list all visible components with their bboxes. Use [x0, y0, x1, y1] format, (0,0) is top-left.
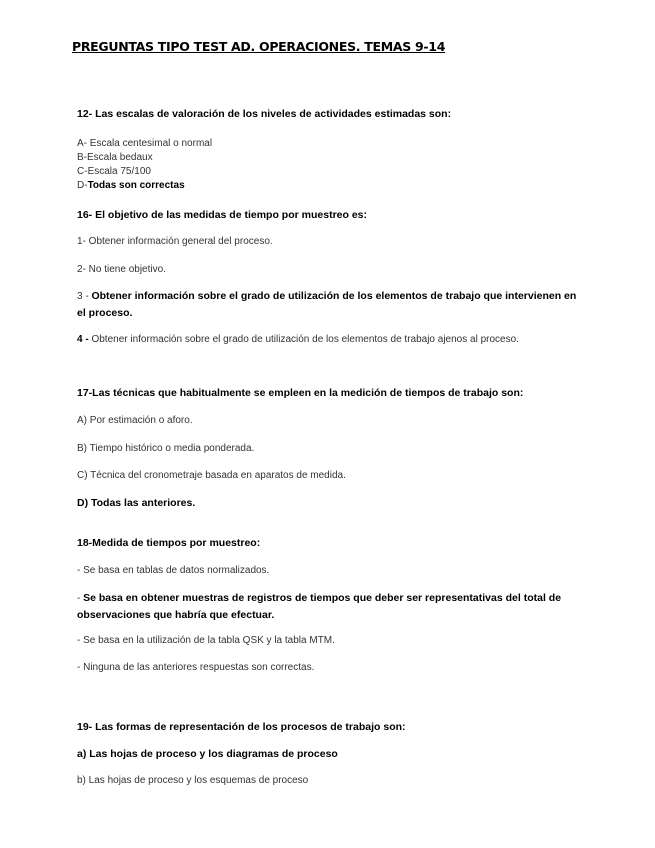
- question-16: 16- El objetivo de las medidas de tiempo por muestreo es:: [77, 209, 367, 221]
- option-17-b: B) Tiempo histórico o media ponderada.: [77, 443, 255, 454]
- option-18-1: - Se basa en tablas de datos normalizados.: [77, 565, 270, 576]
- option-17-d: D) Todas las anteriores.: [77, 497, 196, 509]
- question-19: 19- Las formas de representación de los procesos de trabajo son:: [77, 721, 406, 733]
- option-12-b: B-Escala bedaux: [77, 152, 153, 163]
- option-12-d: D-Todas son correctas: [77, 180, 185, 191]
- option-16-1: 1- Obtener información general del proceso.: [77, 236, 273, 247]
- question-17: 17-Las técnicas que habitualmente se empleen en la medición de tiempos de trabajo son:: [77, 387, 524, 399]
- option-19-b: b) Las hojas de proceso y los esquemas de proceso: [77, 775, 309, 786]
- question-12: 12- Las escalas de valoración de los niveles de actividades estimadas son:: [77, 108, 452, 120]
- document-title: PREGUNTAS TIPO TEST AD. OPERACIONES. TEMAS 9-14: [72, 39, 446, 54]
- option-18-2: - Se basa en obtener muestras de registros de tiempos que deber ser representativas del total de observaciones que habría que efectuar.: [77, 592, 562, 621]
- option-16-3: 3 - Obtener información sobre el grado de utilización de los elementos de trabajo que intervienen en el proceso.: [77, 290, 577, 319]
- option-17-c: C) Técnica del cronometraje basada en aparatos de medida.: [77, 470, 346, 481]
- option-12-c: C-Escala 75/100: [77, 166, 151, 177]
- option-16-4: 4 - Obtener información sobre el grado de utilización de los elementos de trabajo ajenos al proceso.: [77, 334, 519, 345]
- question-18: 18-Medida de tiempos por muestreo:: [77, 537, 261, 549]
- option-16-2: 2- No tiene objetivo.: [77, 264, 166, 275]
- option-12-a: A- Escala centesimal o normal: [77, 138, 213, 149]
- option-19-a: a) Las hojas de proceso y los diagramas de proceso: [77, 748, 338, 760]
- option-17-a: A) Por estimación o aforo.: [77, 415, 193, 426]
- option-18-4: - Ninguna de las anteriores respuestas son correctas.: [77, 662, 315, 673]
- option-18-3: - Se basa en la utilización de la tabla QSK y la tabla MTM.: [77, 635, 335, 646]
